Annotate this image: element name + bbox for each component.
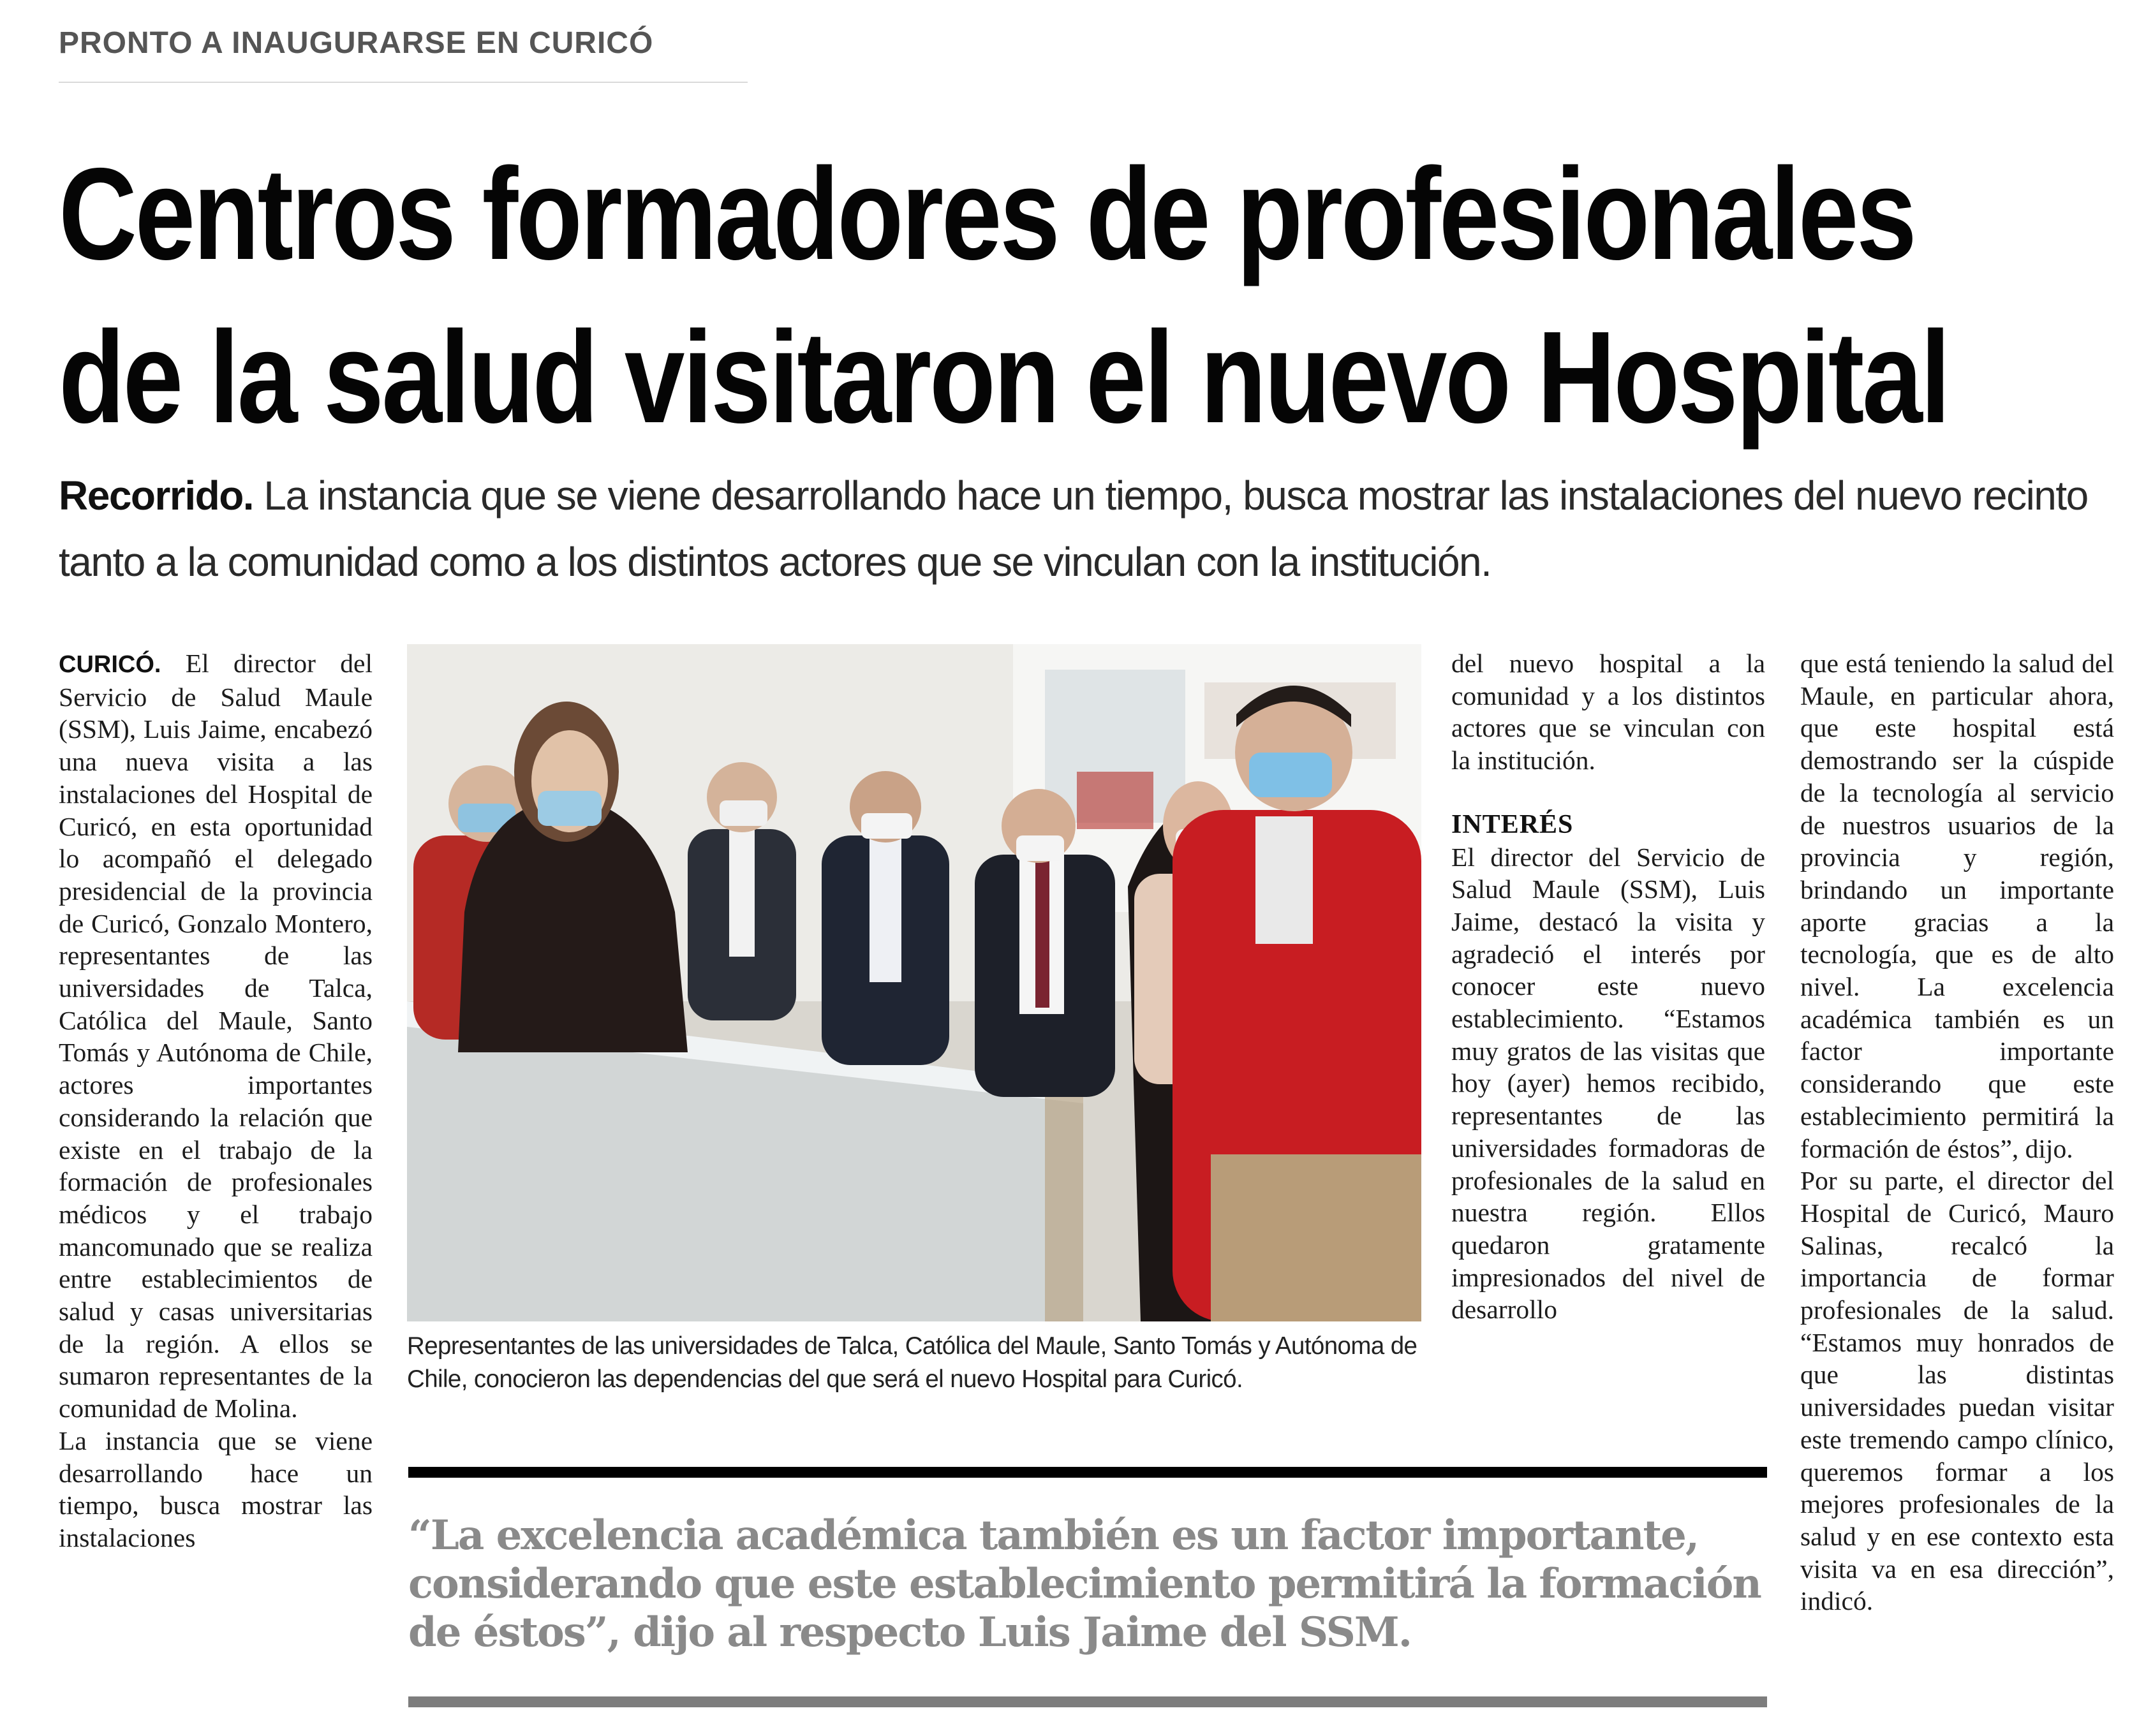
subhead: INTERÉS [1451, 809, 1574, 839]
paragraph: que está teniendo la salud del Maule, en particular ahora, que este hospital está demostrando ser la cúspide de la tecnología al servicio de nuestros usuarios de la provincia y región, brindando un importante aporte gracias a la tecnología, que es de alto nivel. La excelencia académica también es un factor importante considerando que este establecimiento permitirá la formación de éstos”, dijo. [1800, 649, 2114, 1163]
paragraph [59, 647, 373, 1425]
deck-lead: Recorrido. [59, 473, 254, 519]
headline [59, 133, 1949, 459]
pull-quote: “La excelencia académica también es un factor importante, considerando que este establecimiento permitirá la formación de éstos”, dijo al respecto Luis Jaime del SSM. [408, 1512, 1761, 1656]
pull-quote-rule-bottom [408, 1696, 1767, 1707]
deck [59, 462, 2145, 595]
paragraph: Por su parte, el director del Hospital de Curicó, Mauro Salinas, recalcó la importancia de formar profesionales de la salud. “Estamos muy honrados de que las distintas universidades puedan visitar este tremendo campo clínico, queremos formar a los mejores profesionales de la salud y en ese contexto esta visita va en esa dirección”, indicó. [1800, 1166, 2114, 1616]
photo-illustration [407, 644, 1421, 1321]
kicker: PRONTO A INAUGURARSE EN CURICÓ [59, 26, 654, 60]
article-column-3 [1451, 647, 1765, 1326]
dateline: CURICÓ. [59, 651, 161, 678]
photo-caption: Representantes de las universidades de Talca, Católica del Maule, Santo Tomás y Autónoma de Chile, conocieron las dependencias del que será el nuevo Hospital para Curicó. [407, 1332, 1417, 1393]
deck-text: La instancia que se viene desarrollando hace un tiempo, busca mostrar las instalaciones del nuevo recinto tanto a la comunidad como a los distintos actores que se vinculan con la institución. [59, 473, 2088, 585]
kicker-divider [59, 82, 748, 83]
paragraph: del nuevo hospital a la comunidad y a los distintos actores que se vinculan con la institución. [1451, 649, 1765, 776]
pull-quote-rule-top [408, 1467, 1767, 1478]
article-column-4 [1800, 647, 2114, 1617]
article-photo [407, 644, 1421, 1321]
headline-line-2: de la salud visitaron el nuevo Hospital [59, 304, 1949, 450]
headline-line-1: Centros formadores de profesionales [59, 141, 1915, 287]
paragraph-text: El director del Servicio de Salud Maule (SSM), Luis Jaime, encabezó una nueva visita a las instalaciones del Hospital de Curicó, en esta oportunidad lo acompañó el delegado presidencial de la provincia de Curicó, Gonzalo Montero, representantes de las universidades de Talca, Católica del Maule, Santo Tomás y Autónoma de Chile, actores importantes considerando la relación que existe en el trabajo de la formación de profesionales médicos y el trabajo mancomunado que se realiza entre establecimientos de salud y casas universitarias de la región. A ellos se sumaron representantes de la comunidad de Molina. [59, 649, 373, 1423]
article-column-1 [59, 647, 373, 1554]
paragraph: El director del Servicio de Salud Maule (SSM), Luis Jaime, destacó la visita y agradeció el interés por conocer este nuevo establecimiento. “Estamos muy gratos de las visitas que hoy (ayer) hemos recibido, representantes de las universidades formadoras de profesionales de la salud en nuestra región. Ellos quedaron gratamente impresionados del nivel de desarrollo [1451, 842, 1765, 1325]
paragraph: La instancia que se viene desarrollando hace un tiempo, busca mostrar las instalaciones [59, 1425, 373, 1552]
